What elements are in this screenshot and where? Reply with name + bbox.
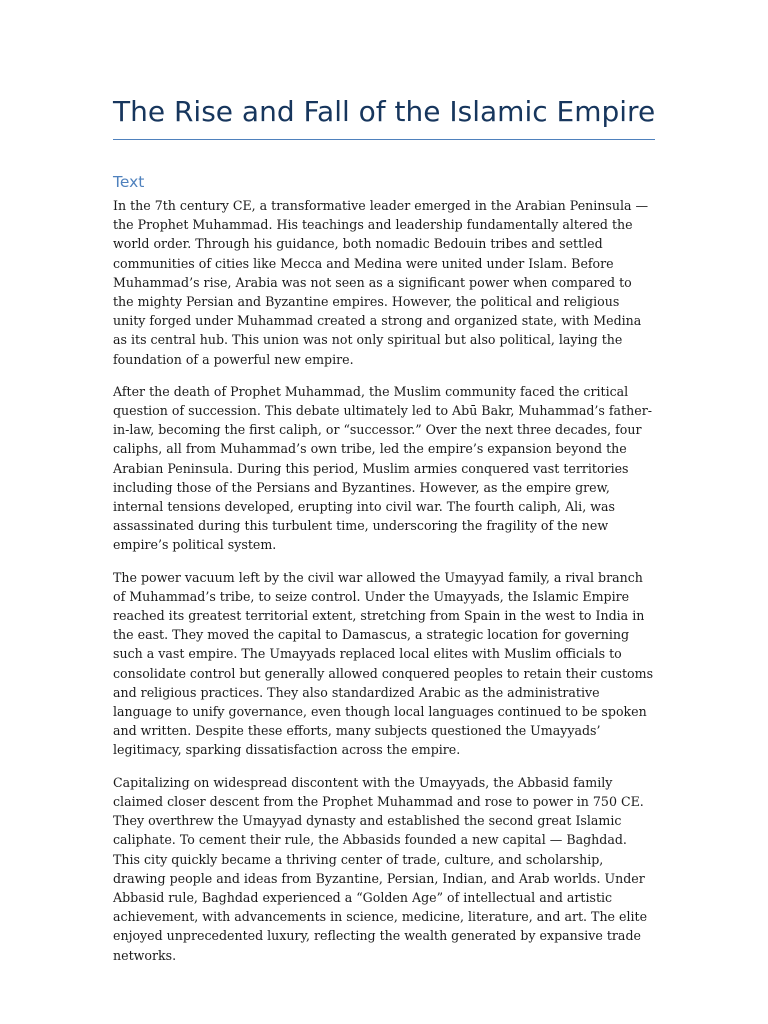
document-title: The Rise and Fall of the Islamic Empire: [113, 95, 656, 128]
paragraph-3: The power vacuum left by the civil war allowed the Umayyad family, a rival branch of Muhammad’s tribe, to seize control. Under the Umayyads, the Islamic Empire reached its greatest territorial extent, stretching from Spain in the west to India in the east. They moved the capital to Damascus, a strategic location for governing such a vast empire. The Umayyads replaced local elites with Muslim officials to consolidate control but generally allowed conquered peoples to retain their customs and religious practices. They also standardized Arabic as the administrative language to unify governance, even though local languages continued to be spoken and written. Despite these efforts, many subjects questioned the Umayyads’ legitimacy, sparking dissatisfaction across the empire.: [113, 569, 654, 758]
paragraph-2: After the death of Prophet Muhammad, the Muslim community faced the critical question of succession. This debate ultimately led to Abū Bakr, Muhammad’s father-in-law, becoming the first caliph, or “successor.” Over the next three decades, four caliphs, all from Muhammad’s own tribe, led the empire’s expansion beyond the Arabian Peninsula. During this period, Muslim armies conquered vast territories including those of the Persians and Byzantines. However, as the empire grew, internal tensions developed, erupting into civil war. The fourth caliph, Ali, was assassinated during this turbulent time, underscoring the fragility of the new empire’s political system.: [113, 383, 652, 553]
paragraph-4: Capitalizing on widespread discontent with the Umayyads, the Abbasid family claimed closer descent from the Prophet Muhammad and rose to power in 750 CE. They overthrew the Umayyad dynasty and established the second great Islamic caliphate. To cement their rule, the Abbasids founded a new capital — Baghdad. This city quickly became a thriving center of trade, culture, and scholarship, drawing people and ideas from Byzantine, Persian, Indian, and Arab worlds. Under Abbasid rule, Baghdad experienced a “Golden Age” of intellectual and artistic achievement, with advancements in science, medicine, literature, and art. The elite enjoyed unprecedented luxury, reflecting the wealth generated by expansive trade networks.: [113, 774, 648, 963]
body-text: [113, 196, 655, 978]
paragraph-1: In the 7th century CE, a transformative leader emerged in the Arabian Peninsula — the Prophet Muhammad. His teachings and leadership fundamentally altered the world order. Through his guidance, both nomadic Bedouin tribes and settled communities of cities like Mecca and Medina were united under Islam. Before Muhammad’s rise, Arabia was not seen as a significant power when compared to the mighty Persian and Byzantine empires. However, the political and religious unity forged under Muhammad created a strong and organized state, with Medina as its central hub. This union was not only spiritual but also political, laying the foundation of a powerful new empire.: [113, 198, 649, 367]
section-heading: Text: [113, 173, 145, 191]
title-underline-divider: [113, 139, 655, 140]
